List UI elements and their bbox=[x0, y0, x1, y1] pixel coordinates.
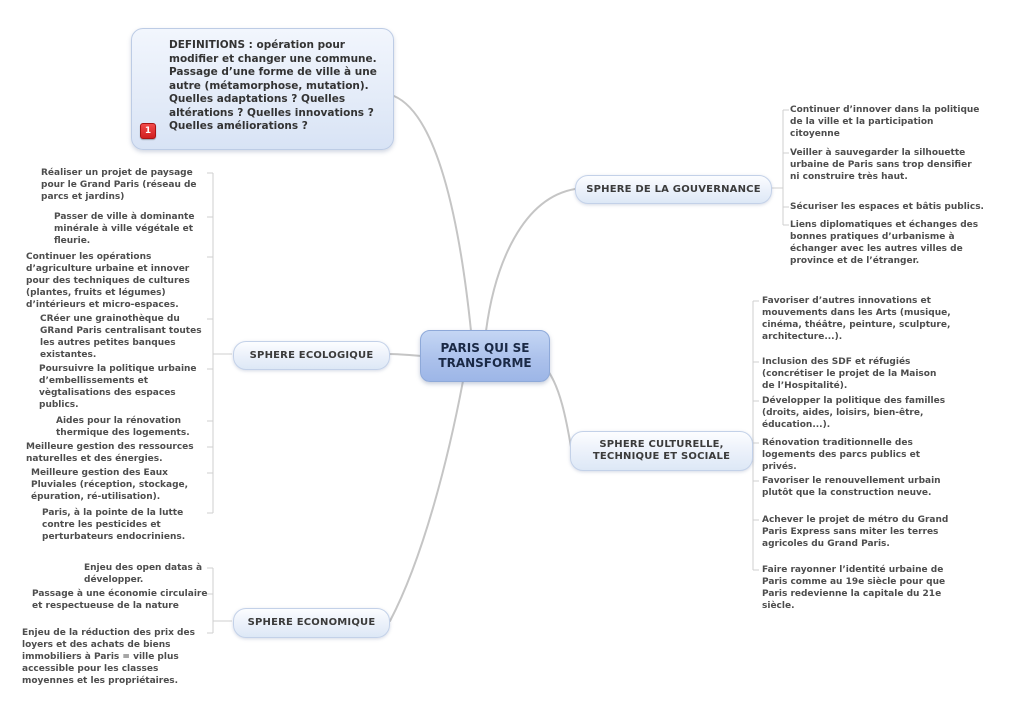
connector-center-culturelle bbox=[548, 371, 571, 447]
item-ecologique[interactable]: Passer de ville à dominante minérale à ville végétale et fleurie. bbox=[54, 212, 195, 246]
item-gouvernance[interactable]: Veiller à sauvegarder la silhouette urbaine de Paris sans trop densifier ni construire très haut. bbox=[790, 148, 972, 182]
item-gouvernance[interactable]: Sécuriser les espaces et bâtis publics. bbox=[790, 202, 984, 212]
item-culturelle[interactable]: Achever le projet de métro du Grand Paris Express sans miter les terres agricoles du Grand Paris. bbox=[762, 515, 949, 549]
topic-gouvernance[interactable]: SPHERE DE LA GOUVERNANCE bbox=[575, 175, 772, 204]
item-culturelle[interactable]: Faire rayonner l’identité urbaine de Paris comme au 19e siècle pour que Paris redevienne la capitale du 21e siècle. bbox=[762, 565, 946, 611]
item-ecologique[interactable]: Meilleure gestion des Eaux Pluviales (réception, stockage, épuration, ré-utilisation). bbox=[31, 468, 189, 502]
item-culturelle[interactable]: Développer la politique des familles (droits, aides, loisirs, bien-être, éducation...). bbox=[762, 396, 946, 430]
item-ecologique[interactable]: Poursuivre la politique urbaine d’embellissements et vègtalisations des espaces publics. bbox=[39, 364, 197, 410]
definitions-text: DEFINITIONS : opération pour modifier et changer une commune. Passage d’une forme de ville à une autre (métamorphose, mutation). Quelles adaptations ? Quelles altérations ? Quelles innovations ? Quelles améliorations ? bbox=[169, 39, 377, 132]
item-ecologique[interactable]: Aides pour la rénovation thermique des logements. bbox=[56, 416, 190, 438]
item-ecologique[interactable]: Paris, à la pointe de la lutte contre les pesticides et perturbateurs endocriniens. bbox=[42, 508, 186, 542]
priority-1-marker-icon: 1 bbox=[140, 123, 156, 139]
bracket-gouvernance bbox=[770, 110, 789, 225]
item-economique[interactable]: Passage à une économie circulaire et respectueuse de la nature bbox=[32, 589, 208, 611]
topic-economique[interactable]: SPHERE ECONOMIQUE bbox=[233, 608, 390, 638]
connector-center-gouvernance bbox=[486, 189, 575, 331]
item-culturelle[interactable]: Favoriser d’autres innovations et mouvements dans les Arts (musique, cinéma, théâtre, peinture, sculpture, architecture...). bbox=[762, 296, 951, 342]
item-economique[interactable]: Enjeu des open datas à développer. bbox=[84, 563, 203, 585]
central-topic[interactable]: PARIS QUI SE TRANSFORME bbox=[420, 330, 550, 382]
item-gouvernance[interactable]: Continuer d’innover dans la politique de la ville et la participation citoyenne bbox=[790, 105, 980, 139]
topic-culturelle[interactable]: SPHERE CULTURELLE, TECHNIQUE ET SOCIALE bbox=[570, 431, 753, 471]
connector-center-economique bbox=[390, 381, 463, 621]
item-gouvernance[interactable]: Liens diplomatiques et échanges des bonnes pratiques d’urbanisme à échanger avec les autres villes de province et de l’étranger. bbox=[790, 220, 979, 266]
definitions-node[interactable] bbox=[131, 28, 394, 150]
item-ecologique[interactable]: CRéer une grainothèque du GRand Paris centralisant toutes les autres petites banques existantes. bbox=[40, 314, 202, 360]
item-economique[interactable]: Enjeu de la réduction des prix des loyers et des achats de biens immobiliers à Paris = ville plus accessible pour les classes moyennes et les propriétaires. bbox=[22, 628, 195, 686]
item-ecologique[interactable]: Réaliser un projet de paysage pour le Grand Paris (réseau de parcs et jardins) bbox=[41, 168, 197, 202]
connector-center-ecologique bbox=[388, 354, 421, 356]
topic-ecologique[interactable]: SPHERE ECOLOGIQUE bbox=[233, 341, 390, 370]
item-ecologique[interactable]: Meilleure gestion des ressources naturelles et des énergies. bbox=[26, 442, 194, 464]
item-culturelle[interactable]: Rénovation traditionnelle des logements des parcs publics et privés. bbox=[762, 438, 921, 472]
item-ecologique[interactable]: Continuer les opérations d’agriculture urbaine et innover pour des techniques de cultures (plantes, fruits et légumes) d’intérieurs et micro-espaces. bbox=[26, 252, 190, 310]
item-culturelle[interactable]: Favoriser le renouvellement urbain plutôt que la construction neuve. bbox=[762, 476, 941, 498]
connector-center-definitions bbox=[394, 96, 471, 331]
item-culturelle[interactable]: Inclusion des SDF et réfugiés (concrétiser le projet de la Maison de l’Hospitalité). bbox=[762, 357, 937, 391]
